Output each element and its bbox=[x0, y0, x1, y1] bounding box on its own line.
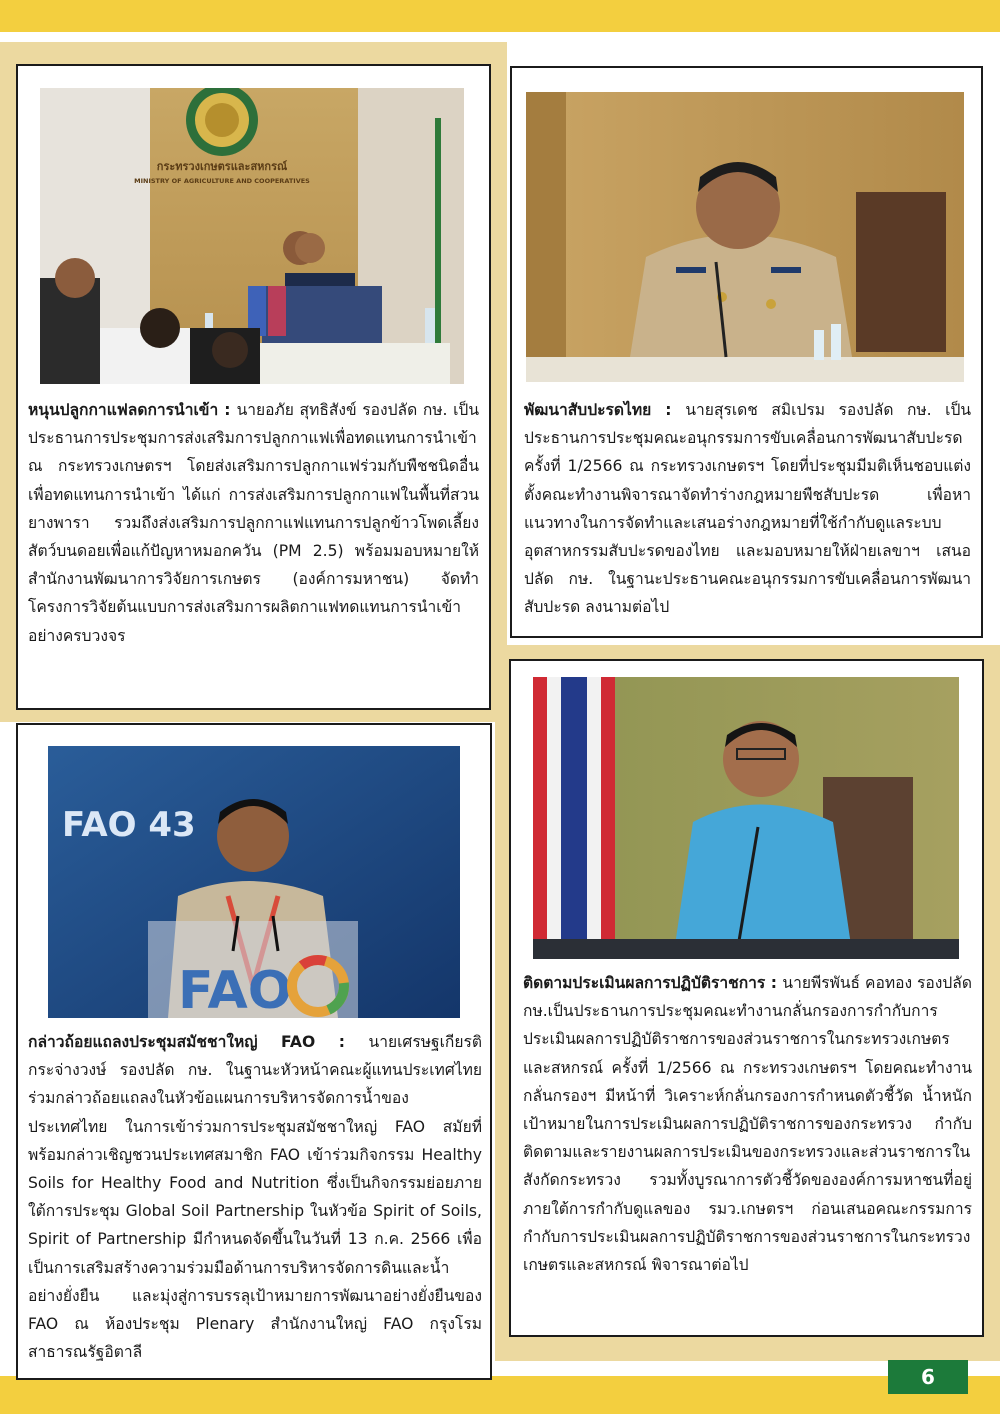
heading-pineapple: พัฒนาสับปะรดไทย bbox=[524, 401, 652, 419]
bottom-decor-bar bbox=[0, 1376, 1000, 1414]
photo-backdrop-fao: FAO 43 bbox=[62, 805, 196, 845]
heading-evaluation: ติดตามประเมินผลการปฏิบัติราชการ bbox=[523, 974, 766, 992]
heading-evaluation-colon: : bbox=[765, 974, 783, 992]
photo-sign-english: MINISTRY OF AGRICULTURE AND COOPERATIVES bbox=[134, 177, 310, 185]
heading-coffee-colon: : bbox=[218, 401, 237, 419]
heading-fao: กล่าวถ้อยแถลงประชุมสมัชชาใหญ่ FAO bbox=[28, 1033, 316, 1051]
photo-evaluation-meeting bbox=[533, 677, 959, 959]
photo-fao-assembly-image bbox=[48, 746, 460, 1018]
photo-evaluation-meeting-image bbox=[533, 677, 959, 959]
caption-pineapple bbox=[524, 396, 971, 622]
page-number-badge: 6 bbox=[888, 1360, 968, 1394]
photo-fao-assembly bbox=[48, 746, 460, 1018]
body-evaluation: นายพีรพันธ์ คอทอง รองปลัด กษ.เป็นประธานการประชุมคณะทำงานกลั่นกรองการกำกับการประเมินผลการปฏิบัติราชการของส่วนราชการในกระทรวงเกษตรและสหกรณ์ ครั้งที่ 1/2566 ณ กระทรวงเกษตรฯ โดยคณะทำงานกลั่นกรองฯ มีหน้าที่ วิเคราะห์กลั่นกรองการกำหนดตัวชี้วัด น้ำหนัก เป้าหมายในการประเมินผลการปฏิบัติราชการของกระทรวง กำกับ ติดตามและรายงานผลการประเมินของกระทรวงและส่วนราชการในสังกัดกระทรวง รวมทั้งบูรณาการตัวชี้วัดขององค์การมหาชนที่อยู่ภายใต้การกำกับดูแลของ รมว.เกษตรฯ ก่อนเสนอคณะกรรมการกำกับการประเมินผลการปฏิบัติราชการของส่วนราชการในกระทรวงเกษตรและสหกรณ์ พิจารณาต่อไป bbox=[523, 974, 972, 1275]
photo-coffee-meeting bbox=[40, 88, 464, 384]
photo-podium-fao: FAO bbox=[178, 961, 293, 1018]
photo-coffee-meeting-image bbox=[40, 88, 464, 384]
top-decor-bar bbox=[0, 0, 1000, 32]
article-card-pineapple bbox=[510, 66, 983, 638]
body-coffee: นายอภัย สุทธิสังข์ รองปลัด กษ. เป็นประธานการประชุมการส่งเสริมการปลูกกาแฟเพื่อทดแทนการนำเข้า ณ กระทรวงเกษตรฯ โดยส่งเสริมการปลูกกาแฟร่วมกับพืชชนิดอื่นเพื่อทดแทนการนำเข้า ได้แก่ การส่งเสริมการปลูกกาแฟในพื้นที่สวนยางพารา รวมถึงส่งเสริมการปลูกกาแฟแทนการปลูกข้าวโพดเลี้ยงสัตว์บนดอยเพื่อแก้ปัญหาหมอกควัน (PM 2.5) พร้อมมอบหมายให้สำนักงานพัฒนาการวิจัยการเกษตร (องค์การมหาชน) จัดทำโครงการวิจัยต้นแบบการส่งเสริมการผลิตกาแฟทดแทนการนำเข้าอย่างครบวงจร bbox=[28, 401, 479, 645]
article-card-evaluation bbox=[509, 659, 984, 1337]
heading-fao-colon: : bbox=[315, 1033, 369, 1051]
body-pineapple: นายสุรเดช สมิเปรม รองปลัด กษ. เป็นประธานการประชุมคณะอนุกรรมการขับเคลื่อนการพัฒนาสับปะรด ครั้งที่ 1/2566 ณ กระทรวงเกษตรฯ โดยที่ประชุมมีมติเห็นชอบแต่งตั้งคณะทำงานพิจารณาจัดทำร่างกฎหมายพืชสับปะรด เพื่อหาแนวทางในการจัดทำและเสนอร่างกฎหมายที่ใช้กำกับดูแลระบบอุตสาหกรรมสับปะรดของไทย และมอบหมายให้ฝ่ายเลขาฯ เสนอปลัด กษ. ในฐานะประธานคณะอนุกรรมการขับเคลื่อนการพัฒนาสับปะรด ลงนามต่อไป bbox=[524, 401, 972, 617]
photo-sign-thai: กระทรวงเกษตรและสหกรณ์ bbox=[156, 160, 288, 173]
photo-pineapple-meeting bbox=[526, 92, 964, 382]
photo-pineapple-meeting-image bbox=[526, 92, 964, 382]
caption-evaluation bbox=[523, 969, 972, 1279]
heading-coffee: หนุนปลูกกาแฟลดการนำเข้า bbox=[28, 401, 219, 419]
caption-coffee bbox=[28, 396, 479, 650]
article-card-coffee bbox=[16, 64, 491, 710]
body-fao: นายเศรษฐเกียรติ กระจ่างวงษ์ รองปลัด กษ. ในฐานะหัวหน้าคณะผู้แทนประเทศไทย ร่วมกล่าวถ้อยแถลงในหัวข้อแผนการบริหารจัดการน้ำของประเทศไทย ในการเข้าร่วมการประชุมสมัชชาใหญ่ FAO สมัยที่ พร้อมกล่าวเชิญชวนประเทศสมาชิก FAO เข้าร่วมกิจกรรม Healthy Soils for Healthy Food and Nutrition ซึ่งเป็นกิจกรรมย่อยภายใต้การประชุม Global Soil Partnership ในหัวข้อ Spirit of Soils, Spirit of Partnership มีกำหนดจัดขึ้นในวันที่ 13 ก.ค. 2566 เพื่อเป็นการเสริมสร้างความร่วมมือด้านการบริหารจัดการดินและน้ำอย่างยั่งยืน และมุ่งสู่การบรรลุเป้าหมายการพัฒนาอย่างยั่งยืนของ FAO ณ ห้องประชุม Plenary สำนักงานใหญ่ FAO กรุงโรม สาธารณรัฐอิตาลี bbox=[28, 1033, 482, 1362]
caption-fao bbox=[28, 1028, 482, 1366]
article-card-fao bbox=[16, 723, 492, 1380]
heading-pineapple-colon: : bbox=[651, 401, 686, 419]
